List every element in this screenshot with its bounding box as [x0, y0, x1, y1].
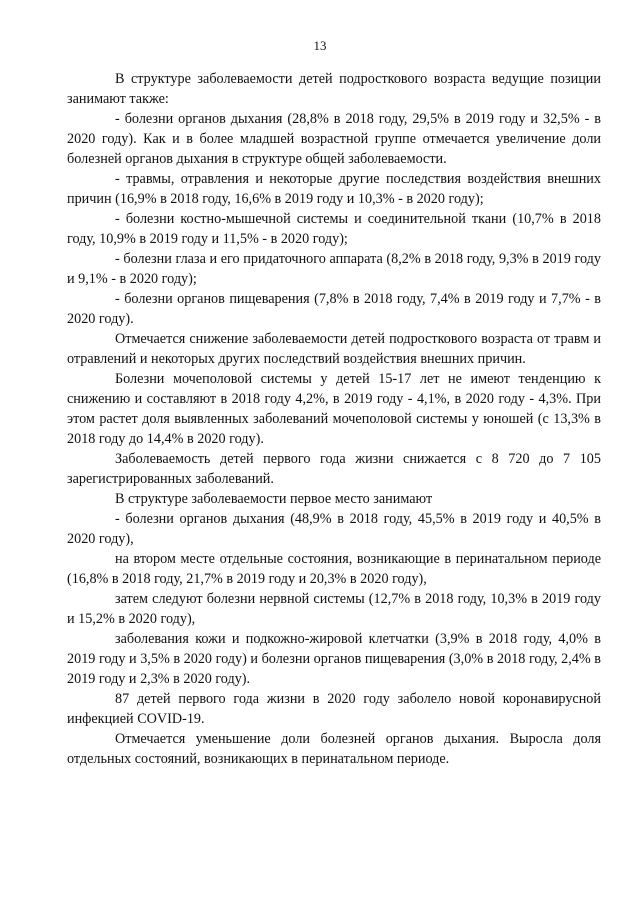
- list-item: - болезни глаза и его придаточного аппарата (8,2% в 2018 году, 9,3% в 2019 году и 9,1% - в 2020 году);: [67, 251, 601, 287]
- page-number: 13: [313, 38, 327, 53]
- list-item: - болезни органов пищеварения (7,8% в 2018 году, 7,4% в 2019 году и 7,7% - в 2020 году).: [67, 291, 601, 327]
- list-item: затем следуют болезни нервной системы (12,7% в 2018 году, 10,3% в 2019 году и 15,2% в 2020 году),: [67, 591, 601, 627]
- list-item: заболевания кожи и подкожно-жировой клетчатки (3,9% в 2018 году, 4,0% в 2019 году и 3,5% в 2020 году) и болезни органов пищеварения (3,0% в 2018 году, 2,4% в 2019 году и 2,3% в 2020 году).: [67, 631, 601, 687]
- paragraph: Отмечается снижение заболеваемости детей подросткового возраста от травм и отравлений и некоторых других последствий воздействия внешних причин.: [67, 331, 601, 367]
- list-item: - травмы, отравления и некоторые другие последствия воздействия внешних причин (16,9% в 2018 году, 16,6% в 2019 году и 10,3% - в 2020 году);: [67, 171, 601, 207]
- paragraph: 87 детей первого года жизни в 2020 году заболело новой коронавирусной инфекцией COVID-19.: [67, 691, 601, 727]
- paragraph: В структуре заболеваемости детей подросткового возраста ведущие позиции занимают также:: [67, 71, 601, 107]
- list-item: - болезни костно-мышечной системы и соединительной ткани (10,7% в 2018 году, 10,9% в 2019 году и 11,5% - в 2020 году);: [67, 211, 601, 247]
- paragraph: В структуре заболеваемости первое место занимают: [115, 491, 433, 507]
- list-item: - болезни органов дыхания (48,9% в 2018 году, 45,5% в 2019 году и 40,5% в 2020 году),: [67, 511, 601, 547]
- list-item: на втором месте отдельные состояния, возникающие в перинатальном периоде (16,8% в 2018 году, 21,7% в 2019 году и 20,3% в 2020 году),: [67, 551, 601, 587]
- paragraph: Отмечается уменьшение доли болезней органов дыхания. Выросла доля отдельных состояний, возникающих в перинатальном периоде.: [67, 731, 601, 767]
- document-body: [67, 69, 601, 769]
- paragraph: Заболеваемость детей первого года жизни снижается с 8 720 до 7 105 зарегистрированных заболеваний.: [67, 451, 601, 487]
- paragraph: Болезни мочеполовой системы у детей 15-17 лет не имеют тенденцию к снижению и составляют в 2018 году 4,2%, в 2019 году - 4,1%, в 2020 году - 4,3%. При этом растет доля выявленных заболеваний мочеполовой системы у юношей (с 13,3% в 2018 году до 14,4% в 2020 году).: [67, 371, 601, 447]
- list-item: - болезни органов дыхания (28,8% в 2018 году, 29,5% в 2019 году и 32,5% - в 2020 году). Как и в более младшей возрастной группе отмечается увеличение доли болезней органов дыхания в структуре общей заболеваемости.: [67, 111, 601, 167]
